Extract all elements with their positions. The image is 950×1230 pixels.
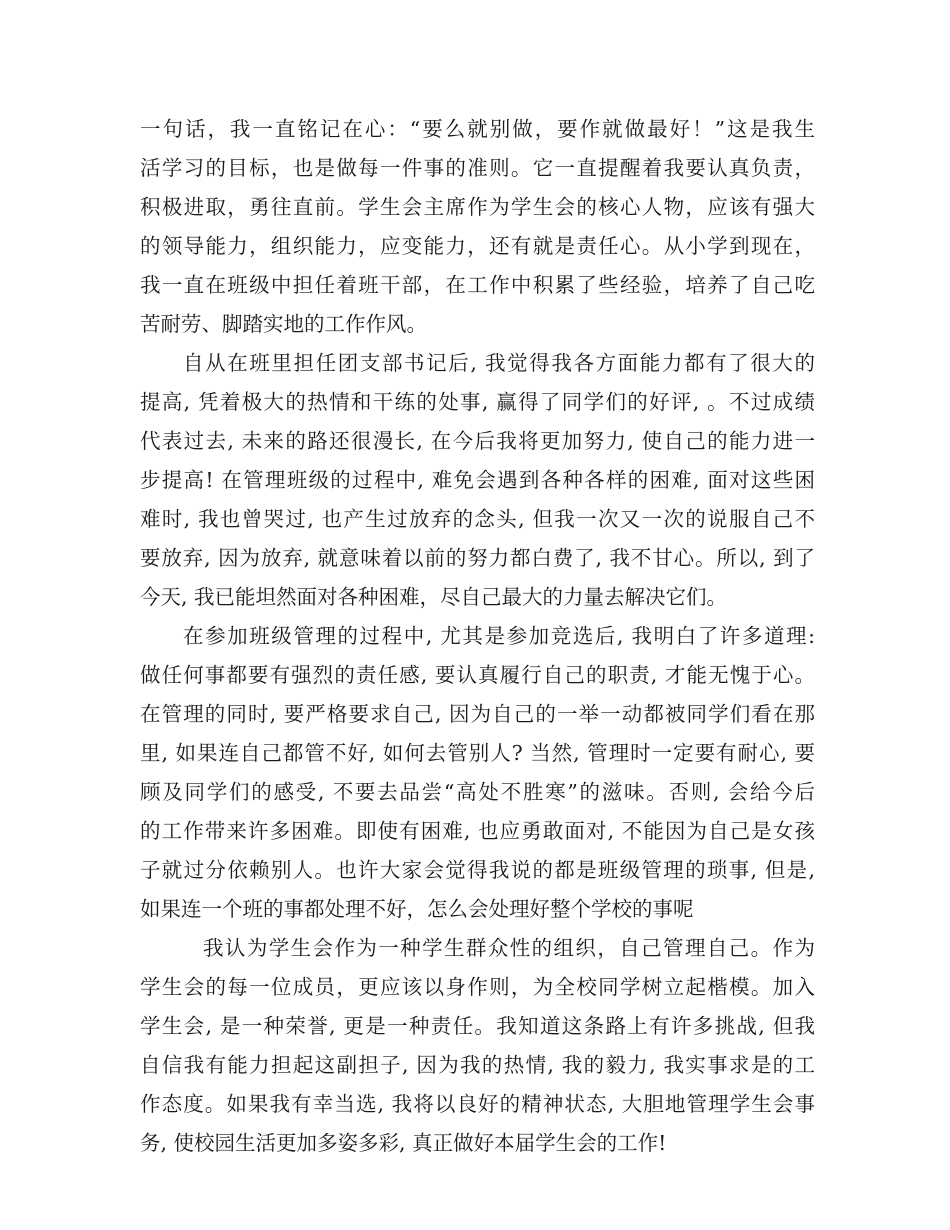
text-line: 步提高! 在管理班级的过程中, 难免会遇到各种各样的困难, 面对这些困 bbox=[140, 468, 815, 492]
text-line: 活学习的目标，也是做每一件事的准则。它一直提醒着我要认真负责， bbox=[140, 156, 815, 180]
text-line: 自信我有能力担起这副担子, 因为我的热情, 我的毅力, 我实事求是的工 bbox=[140, 1053, 815, 1077]
text-line: 要放弃, 因为放弃, 就意味着以前的努力都白费了, 我不甘心。所以, 到了 bbox=[140, 546, 815, 570]
text-line: 子就过分依赖别人。也许大家会觉得我说的都是班级管理的琐事, 但是, bbox=[140, 858, 815, 882]
text-line: 顾及同学们的感受, 不要去品尝“高处不胜寒”的滋味。否则, 会给今后 bbox=[140, 780, 815, 804]
text-line: 务, 使校园生活更加多姿多彩, 真正做好本届学生会的工作! bbox=[140, 1131, 667, 1155]
text-line: 学生会的每一位成员，更应该以身作则，为全校同学树立起楷模。加入 bbox=[140, 975, 815, 999]
text-line: 提高, 凭着极大的热情和干练的处事, 赢得了同学们的好评, 。不过成绩 bbox=[140, 390, 815, 414]
paragraph-4 bbox=[140, 929, 815, 1163]
text-line: 的工作带来许多困难。即使有困难, 也应勇敢面对, 不能因为自己是女孩 bbox=[140, 819, 815, 843]
text-line: 作态度。如果我有幸当选, 我将以良好的精神状态, 大胆地管理学生会事 bbox=[140, 1092, 815, 1116]
text-line: 学生会, 是一种荣誉, 更是一种责任。我知道这条路上有许多挑战, 但我 bbox=[140, 1014, 815, 1038]
text-line: 苦耐劳、脚踏实地的工作作风。 bbox=[140, 312, 427, 336]
text-line: 代表过去, 未来的路还很漫长, 在今后我将更加努力, 使自己的能力进一 bbox=[140, 429, 815, 453]
text-line: 我认为学生会作为一种学生群众性的组织，自己管理自己。作为 bbox=[203, 936, 815, 960]
paragraph-3 bbox=[140, 617, 815, 929]
paragraph-1 bbox=[140, 110, 815, 344]
paragraph-2 bbox=[140, 344, 815, 617]
text-line: 里, 如果连自己都管不好, 如何去管别人? 当然, 管理时一定要有耐心, 要 bbox=[140, 741, 815, 765]
text-line: 做任何事都要有强烈的责任感, 要认真履行自己的职责, 才能无愧于心。 bbox=[140, 663, 815, 687]
text-line: 今天, 我已能坦然面对各种困难，尽自己最大的力量去解决它们。 bbox=[140, 585, 728, 609]
text-line: 自从在班里担任团支部书记后, 我觉得我各方面能力都有了很大的 bbox=[183, 351, 815, 375]
document-body bbox=[140, 110, 815, 1163]
text-line: 一句话，我一直铭记在心：“要么就别做，要作就做最好！”这是我生 bbox=[140, 117, 815, 141]
text-line: 在管理的同时, 要严格要求自己, 因为自己的一举一动都被同学们看在那 bbox=[140, 702, 815, 726]
text-line: 我一直在班级中担任着班干部，在工作中积累了些经验，培养了自己吃 bbox=[140, 273, 815, 297]
text-line: 如果连一个班的事都处理不好，怎么会处理好整个学校的事呢 bbox=[140, 897, 694, 921]
text-line: 积极进取，勇往直前。学生会主席作为学生会的核心人物，应该有强大 bbox=[140, 195, 815, 219]
text-line: 难时, 我也曾哭过, 也产生过放弃的念头, 但我一次又一次的说服自己不 bbox=[140, 507, 815, 531]
text-line: 的领导能力，组织能力，应变能力，还有就是责任心。从小学到现在， bbox=[140, 234, 815, 258]
text-line: 在参加班级管理的过程中, 尤其是参加竞选后, 我明白了许多道理: bbox=[183, 624, 815, 648]
